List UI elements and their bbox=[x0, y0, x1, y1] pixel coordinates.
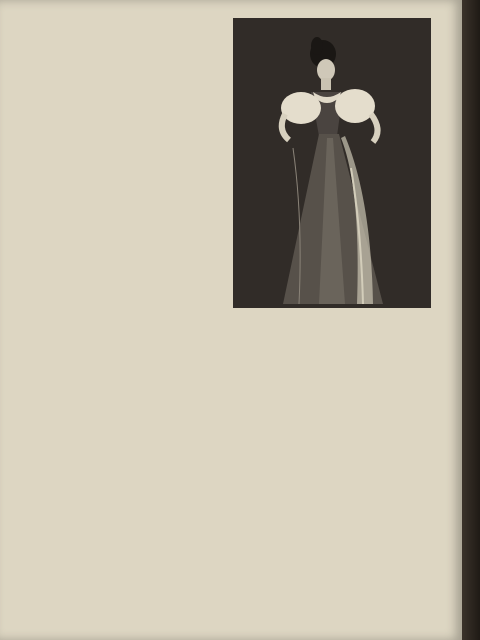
engraving-figure bbox=[233, 18, 431, 308]
book-spine bbox=[462, 0, 480, 640]
illustration-woman-in-gown bbox=[233, 18, 431, 308]
